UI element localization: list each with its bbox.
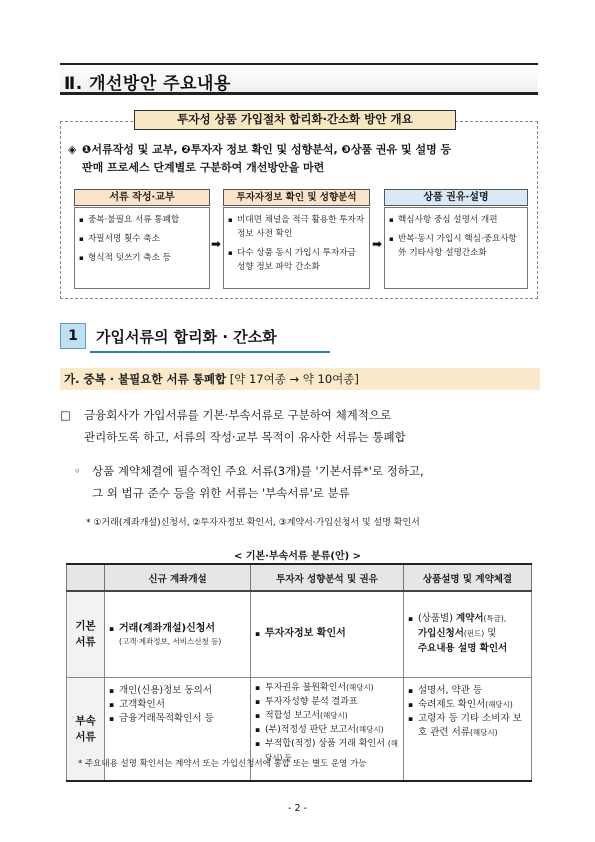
table-header-cell: 상품설명 및 계약체결 bbox=[404, 564, 532, 591]
cell-subtext: (고객·계좌정보, 서비스신청 등) bbox=[119, 636, 222, 646]
paragraph-2-line-2 bbox=[74, 482, 544, 504]
stage-2-item: ▪ 다수 상품 동시 가입시 투자자금 성향 정보 파악 간소화 bbox=[228, 248, 356, 272]
paragraph-1-line-1 bbox=[60, 404, 540, 426]
stage-3-box bbox=[384, 207, 528, 289]
stage-1-item: ▪ 형식적 덧쓰기 축소 등 bbox=[79, 253, 171, 263]
cell-item: ▪ 부적합(적정) 상품 거래 확인서 (해당시) 등 bbox=[255, 738, 398, 762]
paragraph-1 bbox=[60, 404, 540, 448]
arrow-right-icon: ➡ bbox=[372, 237, 383, 251]
circle-bullet-icon: ◦ bbox=[74, 464, 81, 478]
table-header-cell: 신규 계좌개설 bbox=[105, 564, 251, 591]
subheading bbox=[60, 368, 540, 390]
overview-line-1-text: ❶서류작성 및 교부, ❷투자자 정보 확인 및 성향분석, ❸상품 권유 및 설명 등 bbox=[82, 143, 452, 156]
table-cell bbox=[404, 677, 532, 781]
subheading-note: [약 17여종 → 약 10여종] bbox=[229, 372, 359, 386]
heading-underline bbox=[90, 351, 330, 353]
cell-item: ▪ 고객확인서 bbox=[109, 698, 165, 710]
table-row bbox=[67, 591, 532, 677]
heading-number: 1 bbox=[60, 323, 86, 349]
row-label-basic-text: 기본 서류 bbox=[75, 620, 96, 649]
overview-line-2-text: 판매 프로세스 단계별로 구분하여 개선방안을 마련 bbox=[82, 161, 325, 174]
paragraph-1-text-2: 관리하도록 하고, 서류의 작성·교부 목적이 유사한 서류는 통폐합 bbox=[84, 430, 406, 444]
table-cell bbox=[251, 591, 404, 677]
table-header-cell bbox=[67, 564, 105, 591]
cell-item-cont: 주요내용 설명 확인서 bbox=[418, 643, 508, 655]
stage-1-item: ▪ 중복·불필요 서류 통폐합 bbox=[79, 215, 180, 225]
overview-line-2 bbox=[68, 159, 538, 177]
cell-item: ▪ 투자자정보 확인서 bbox=[255, 628, 346, 640]
cell-item: ▪ 고령자 등 기타 소비자 보호 관련 서류(해당시) bbox=[408, 712, 522, 738]
overview-text bbox=[68, 141, 538, 177]
cell-item: ▪ 거래(계좌개설)신청서 bbox=[109, 622, 216, 634]
stage-3-item: ▪ 핵심사항 중심 설명서 개편 bbox=[389, 215, 498, 225]
cell-item: ▪ (부)적정성 판단 보고서(해당시) bbox=[255, 724, 384, 735]
diamond-bullet-icon: ◈ bbox=[68, 143, 77, 156]
paragraph-2 bbox=[74, 460, 544, 504]
cell-item: ▪ 적합성 보고서(해당시) bbox=[255, 710, 348, 721]
table-header-cell: 투자자 성향분석 및 권유 bbox=[251, 564, 404, 591]
stage-3-item: ▪ 반복·동시 가입시 핵심·중요사항 外 기타사항 설명간소화 bbox=[389, 234, 517, 258]
overview-title: 투자성 상품 가입절차 합리화·간소화 방안 개요 bbox=[134, 110, 456, 130]
cell-item: ▪ (상품별) 계약서(특금), bbox=[408, 613, 507, 625]
section-title: Ⅱ. 개선방안 주요내용 bbox=[64, 74, 231, 94]
section-title-bar bbox=[60, 63, 538, 95]
overview-line-1 bbox=[68, 141, 538, 159]
subheading-label: 가. 중복 · 불필요한 서류 통폐합 bbox=[64, 372, 227, 386]
stage-2-box bbox=[223, 207, 370, 289]
paragraph-2-line-1 bbox=[74, 460, 544, 482]
table-caption: < 기본·부속서류 분류(안) > bbox=[233, 551, 362, 562]
paragraph-1-line-2 bbox=[60, 426, 540, 448]
stage-2-item: ▪ 비대면 채널을 적극 활용한 투자자 정보 사전 확인 bbox=[228, 215, 365, 239]
body-footnote: * ①거래(계좌개설)신청서, ②투자자정보 확인서, ③계약서·가입신청서 및 설명 확인서 bbox=[86, 518, 420, 528]
cell-item: ▪ 투자권유 불원확인서(해당시) bbox=[255, 682, 374, 693]
paragraph-2-text-1: 상품 계약체결에 필수적인 주요 서류(3개)를 '기본서류*'로 정하고, bbox=[92, 464, 424, 478]
stage-2-title: 투자자정보 확인 및 성향분석 bbox=[223, 189, 370, 206]
page-number: - 2 - bbox=[288, 803, 307, 814]
table-cell bbox=[404, 591, 532, 677]
table-header-row bbox=[67, 564, 532, 591]
table-footnote: * 주요내용 설명 확인서는 계약서 또는 가입신청서에 통합 또는 별도 운영 가능 bbox=[78, 759, 367, 769]
cell-item: ▪ 개인(신용)정보 동의서 bbox=[109, 684, 213, 696]
stage-1-box bbox=[74, 207, 210, 289]
arrow-right-icon: ➡ bbox=[211, 237, 222, 251]
table-cell bbox=[105, 591, 251, 677]
heading-title: 가입서류의 합리화 · 간소화 bbox=[96, 328, 277, 346]
paragraph-2-text-2: 그 외 법규 준수 등을 위한 서류는 '부속서류'로 분류 bbox=[92, 486, 350, 500]
numbered-heading bbox=[60, 323, 330, 353]
cell-item: ▪ 금융거래목적확인서 등 bbox=[109, 712, 214, 724]
row-label-sub-text: 부속 서류 bbox=[75, 714, 96, 743]
stage-1-title: 서류 작성·교부 bbox=[74, 189, 210, 206]
cell-item: ▪ 설명서, 약관 등 bbox=[408, 684, 483, 696]
cell-item: ▪ 숙려제도 확인서(해당시) bbox=[408, 698, 513, 710]
classification-table bbox=[66, 563, 532, 782]
paragraph-1-text-1: 금융회사가 가입서류를 기본·부속서류로 구분하여 체계적으로 bbox=[84, 408, 392, 422]
stage-1-item: ▪ 자필서명 횟수 축소 bbox=[79, 234, 160, 244]
square-bullet-icon: □ bbox=[60, 408, 71, 422]
stage-3-title: 상품 권유·설명 bbox=[384, 189, 528, 206]
cell-item: ▪ 투자자성향 분석 결과표 bbox=[255, 696, 358, 707]
row-label-basic bbox=[67, 591, 105, 677]
cell-item-cont: 가입신청서(펀드) 및 bbox=[418, 628, 497, 640]
